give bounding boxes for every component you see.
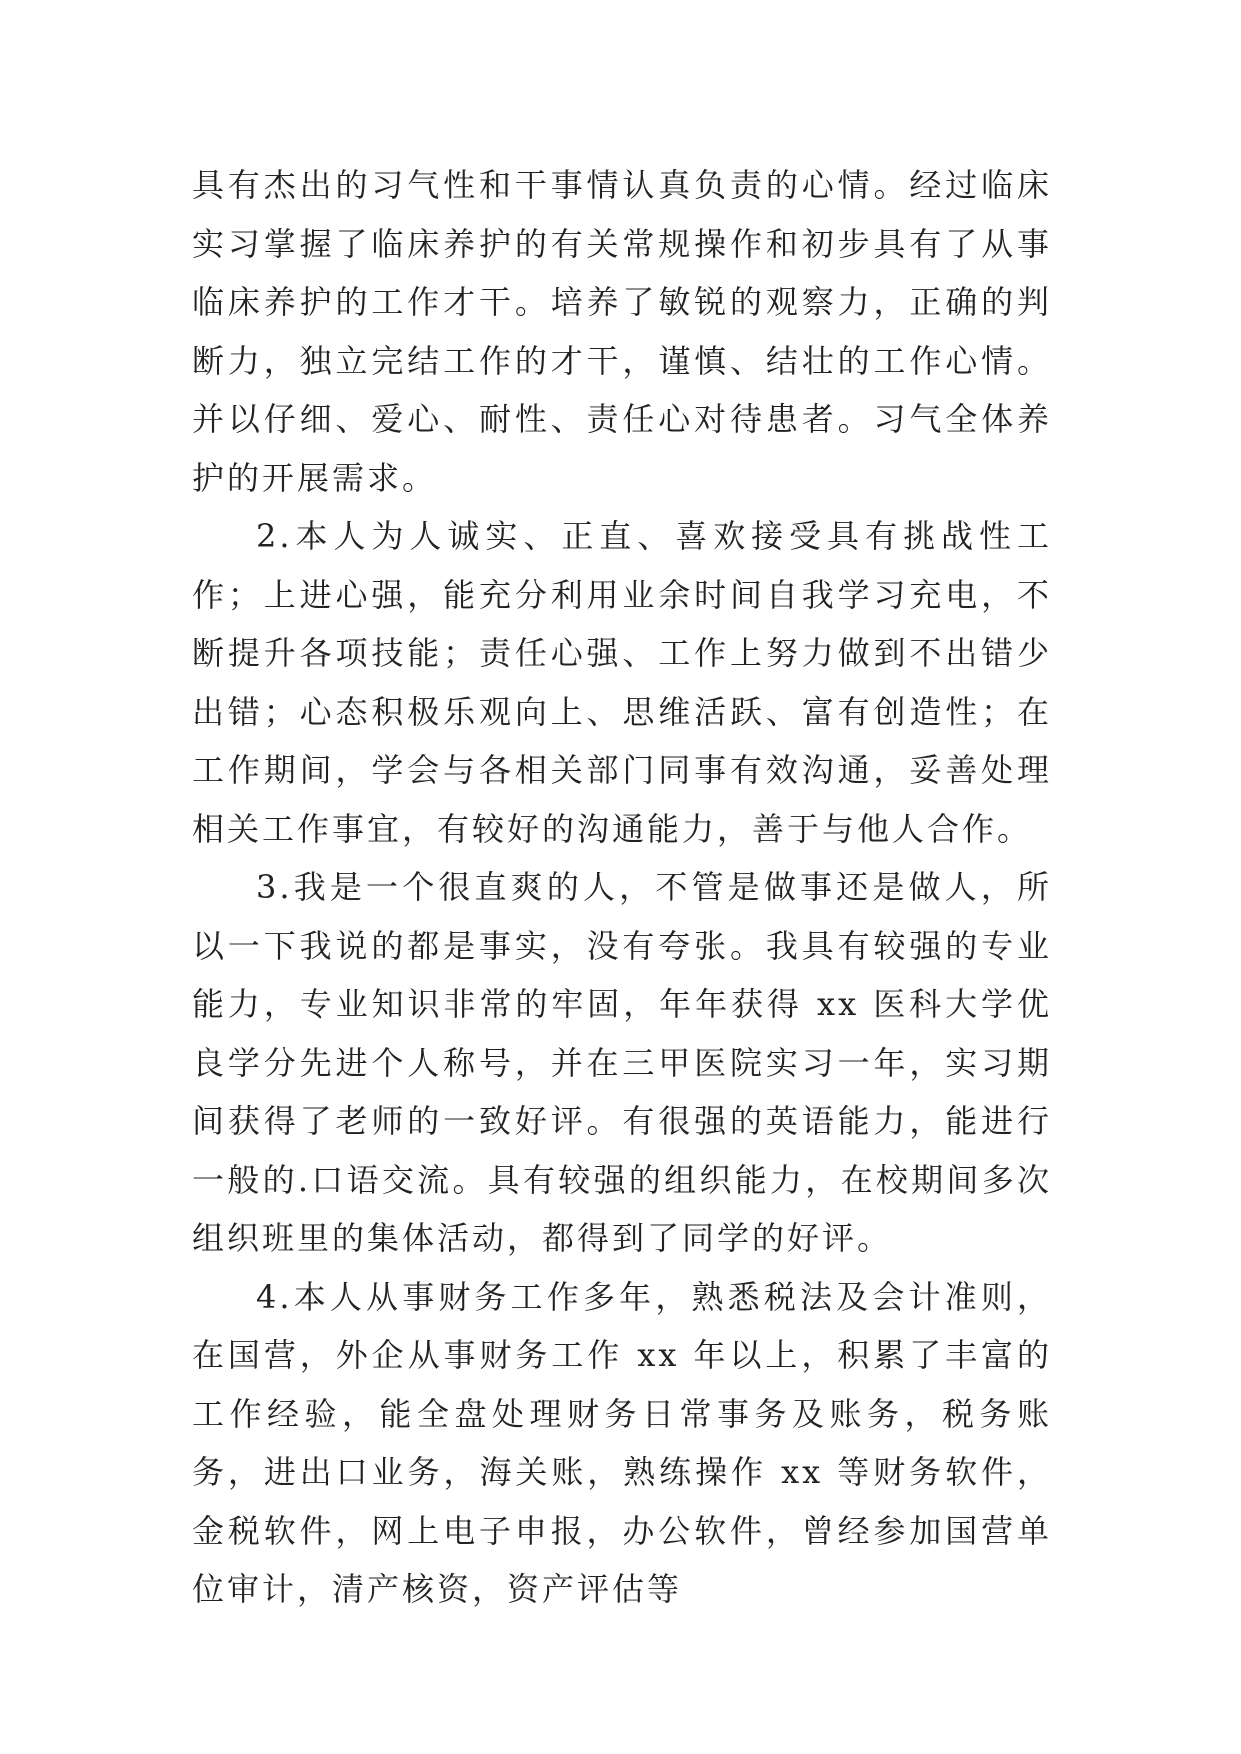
document-body	[192, 156, 1052, 1619]
paragraph-item-3: 3.我是一个很直爽的人，不管是做事还是做人，所以一下我说的都是事实，没有夸张。我具有较强的专业能力，专业知识非常的牢固，年年获得 xx 医科大学优良学分先进个人称号，并在三甲医院实习一年，实习期间获得了老师的一致好评。有很强的英语能力，能进行一般的.口语交流。具有较强的组织能力，在校期间多次组织班里的集体活动，都得到了同学的好评。	[192, 868, 1052, 1257]
paragraph-item-2: 2.本人为人诚实、正直、喜欢接受具有挑战性工作；上进心强，能充分利用业余时间自我学习充电，不断提升各项技能；责任心强、工作上努力做到不出错少出错；心态积极乐观向上、思维活跃、富有创造性；在工作期间，学会与各相关部门同事有效沟通，妥善处理相关工作事宜，有较好的沟通能力，善于与他人合作。	[192, 517, 1052, 848]
paragraph-continuation: 具有杰出的习气性和干事情认真负责的心情。经过临床实习掌握了临床养护的有关常规操作和初步具有了从事临床养护的工作才干。培养了敏锐的观察力，正确的判断力，独立完结工作的才干，谨慎、结壮的工作心情。并以仔细、爱心、耐性、责任心对待患者。习气全体养护的开展需求。	[192, 166, 1052, 497]
paragraph-item-4: 4.本人从事财务工作多年，熟悉税法及会计准则，在国营，外企从事财务工作 xx 年以上，积累了丰富的工作经验，能全盘处理财务日常事务及账务，税务账务，进出口业务，海关账，熟练操作 xx 等财务软件，金税软件，网上电子申报，办公软件，曾经参加国营单位审计，清产核资，资产评估等	[192, 1277, 1052, 1608]
